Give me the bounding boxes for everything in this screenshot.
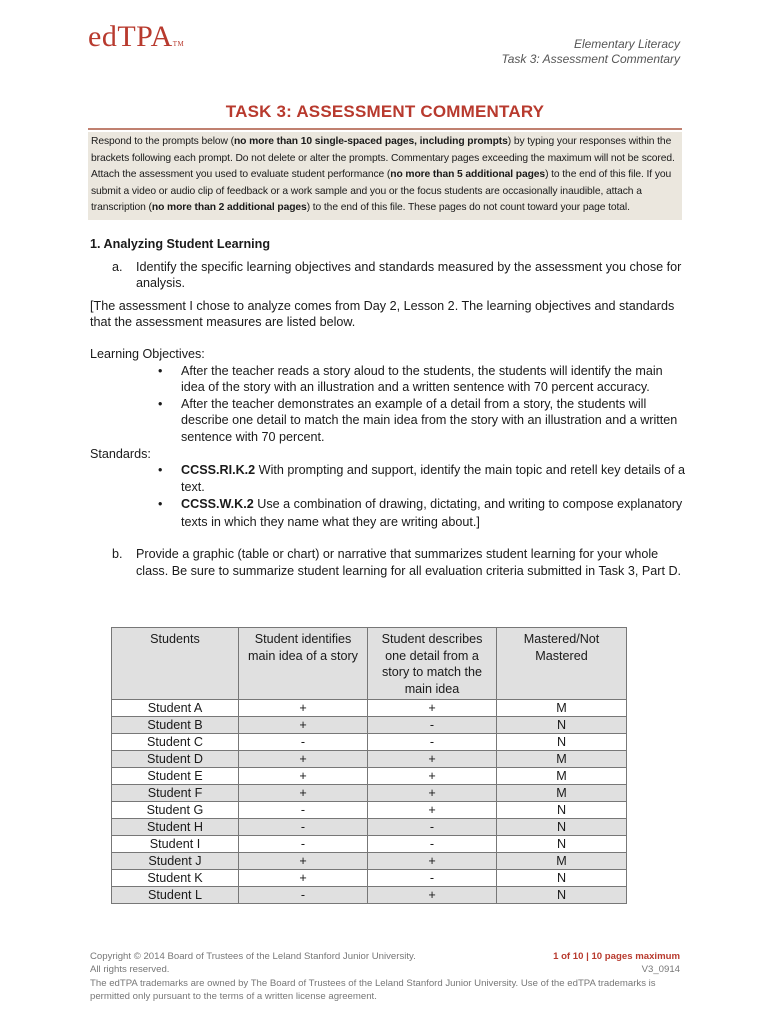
table-row [112,887,627,904]
version: V3_0914 [641,964,680,975]
table-cell: M [497,853,627,870]
response-intro: [The assessment I chose to analyze comes from Day 2, Lesson 2. The learning objectives and standards that the assessment measures are listed below. [90,298,675,330]
table-cell: + [368,768,497,785]
table-body [112,700,627,904]
table-cell: N [497,717,627,734]
table-cell: M [497,751,627,768]
table-cell: + [368,802,497,819]
table-cell: - [368,836,497,853]
table-cell: - [368,717,497,734]
table-cell: + [239,717,368,734]
header-subject: Elementary Literacy [573,37,680,51]
table-cell: + [368,887,497,904]
table-cell: + [239,751,368,768]
table-row [112,734,627,751]
table-cell: N [497,887,627,904]
table-cell: Student C [112,734,239,751]
table-cell: + [368,853,497,870]
table-cell: M [497,785,627,802]
table-cell: + [368,700,497,717]
header-task: Task 3: Assessment Commentary [501,52,680,66]
table-cell: N [497,819,627,836]
table-cell: - [239,819,368,836]
table-cell: - [239,836,368,853]
table-cell: N [497,734,627,751]
table-cell: Student B [112,717,239,734]
table-cell: - [368,819,497,836]
table-cell: Student K [112,870,239,887]
title-rule [88,128,682,130]
table-cell: + [239,853,368,870]
edtpa-logo: edTPATM [88,20,185,53]
table-cell: + [368,751,497,768]
table-cell: M [497,768,627,785]
table-cell: - [368,870,497,887]
objectives-list [90,363,685,446]
table-row [112,717,627,734]
prompt-b: b. Provide a graphic (table or chart) or narrative that summarizes student learning for your whole class. Be sure to summarize student learning for all evaluation criteria submitted in Task 3, Part D. [112,547,682,578]
table-row [112,870,627,887]
table-cell: Student A [112,700,239,717]
commentary-body [90,236,685,580]
table-cell: Student E [112,768,239,785]
table-cell: Student J [112,853,239,870]
objectives-label: Learning Objectives: [90,346,205,361]
trademark-notice: The edTPA trademarks are owned by The Board of Trustees of the Leland Stanford Junior University. Use of the edTPA trademarks is permitted only pursuant to the terms of a written license agreement. [90,977,656,1003]
table-cell: + [239,870,368,887]
header-students: Students [112,628,239,700]
table-cell: N [497,836,627,853]
header-detail: Student describes one detail from a story to match the main idea [368,628,497,700]
table-cell: + [239,785,368,802]
running-header [501,37,680,67]
table-cell: N [497,802,627,819]
table-row [112,802,627,819]
table-row [112,819,627,836]
section-heading: 1. Analyzing Student Learning [90,237,271,251]
list-item: • CCSS.W.K.2 Use a combination of drawing, dictating, and writing to compose explanatory texts in which they name what they are writing about.] [158,497,683,530]
table-row [112,768,627,785]
page-count: 1 of 10 | 10 pages maximum [553,951,680,962]
table-header-row [112,628,627,700]
table-cell: - [368,734,497,751]
list-item: • After the teacher reads a story aloud to the students, the students will identify the main idea of the story with an illustration and a written sentence with 70 percent accuracy. [158,363,663,395]
standards-list [90,462,685,531]
standards-label: Standards: [90,446,151,461]
table-cell: - [239,734,368,751]
table-cell: Student F [112,785,239,802]
table-cell: Student G [112,802,239,819]
table-cell: Student H [112,819,239,836]
table-cell: Student I [112,836,239,853]
table-cell: M [497,700,627,717]
table-row [112,700,627,717]
page-title: TASK 3: ASSESSMENT COMMENTARY [225,102,545,121]
table-cell: + [368,785,497,802]
table-row [112,836,627,853]
table-row [112,853,627,870]
header-main-idea: Student identifies main idea of a story [239,628,368,700]
table-cell: Student D [112,751,239,768]
table-cell: Student L [112,887,239,904]
list-item: • After the teacher demonstrates an example of a detail from a story, the students will describe one detail to match the main idea from the story with an illustration and a written sentence with 70 percent. [158,396,678,444]
table-cell: N [497,870,627,887]
list-item: • CCSS.RI.K.2 With prompting and support, identify the main topic and retell key details of a text. [158,463,686,494]
instructions-box: Respond to the prompts below (no more than 10 single-spaced pages, including prompts) by typing your responses within the brackets following each prompt. Do not delete or alter the prompts. Commentary pages exceeding the maximum will not be scored. Attach the assessment you used to evaluate student performance (no more than 5 additional pages) to the end of this file. If you submit a video or audio clip of feedback or a work sample and you or the focus students are occasionally inaudible, attach a transcription (no more than 2 additional pages) to the end of this file. These pages do not count toward your page total. [88,132,682,220]
rights: All rights reserved. [90,964,170,976]
table-row [112,751,627,768]
header-mastered: Mastered/Not Mastered [497,628,627,700]
prompt-a: a. Identify the specific learning objectives and standards measured by the assessment you chose for analysis. [112,259,682,291]
table-cell: + [239,768,368,785]
table-cell: - [239,802,368,819]
table-row [112,785,627,802]
table-cell: - [239,887,368,904]
student-learning-table [111,627,627,904]
table-cell: + [239,700,368,717]
page-footer [90,950,680,1004]
copyright: Copyright © 2014 Board of Trustees of the Leland Stanford Junior University. [90,951,416,962]
